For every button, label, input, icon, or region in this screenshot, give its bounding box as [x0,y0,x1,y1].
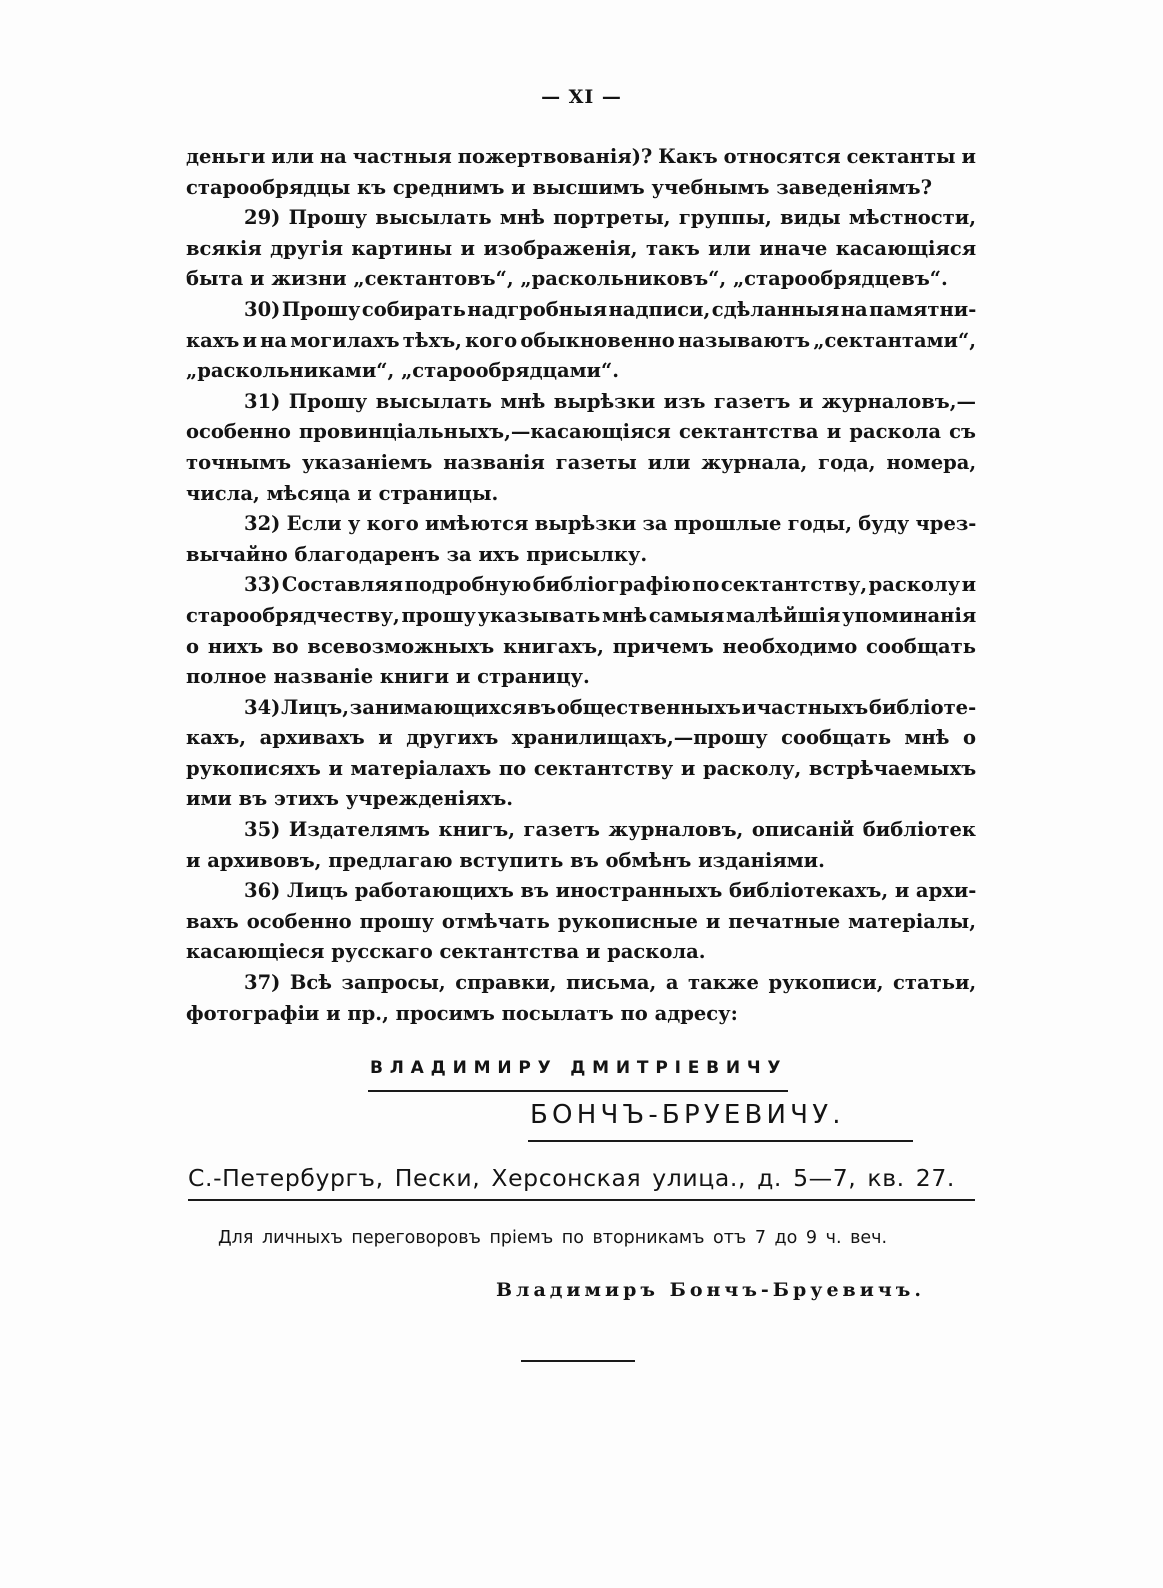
text-line: 32) Если у кого имѣются вырѣзки за прошлые годы, буду чрез- [244,512,977,536]
text-line: старообрядцы къ среднимъ и высшимъ учебнымъ заведеніямъ? [186,175,933,199]
text-line: 29) Прошу высылать мнѣ портреты, группы, виды мѣстности, [244,206,976,230]
divider [528,1140,913,1142]
text-line: точнымъ указаніемъ названія газеты или журнала, года, номера, [186,450,977,474]
text-line: 36) Лицъ работающихъ въ иностранныхъ библіотекахъ, и архи- [244,879,977,903]
text-line: особенно провинціальныхъ,—касающіяся сектантства и раскола съ [186,420,977,444]
postal-address: С.-Петербургъ, Пески, Херсонская улица., д. 5—7, кв. 27. [188,1164,955,1192]
recipient-first-name: ВЛАДИМИРУ ДМИТРІЕВИЧУ [370,1058,788,1078]
text-line: 34) Лицъ, занимающихся въ общественныхъ и частныхъ библіоте- [244,695,977,719]
text-line: 31) Прошу высылать мнѣ вырѣзки изъ газетъ и журналовъ,— [244,389,976,413]
divider [368,1090,788,1092]
text-line: старообрядчеству, прошу указывать мнѣ самыя малѣйшія упоминанія [186,603,977,627]
text-line: рукописяхъ и матеріалахъ по сектантству и расколу, встрѣчаемыхъ [186,756,977,780]
text-line: быта и жизни „сектантовъ“, „раскольниковъ“, „старообрядцевъ“. [186,267,948,291]
end-divider [521,1360,635,1362]
text-line: 30) Прошу собирать надгробныя надписи, сдѣланныя на памятни- [244,297,977,321]
text-line: о нихъ во всевозможныхъ книгахъ, причемъ необходимо сообщать [186,634,976,658]
text-line: касающіеся русскаго сектантства и раскола. [186,940,706,964]
text-line: и архивовъ, предлагаю вступить въ обмѣнъ изданіями. [186,848,825,872]
text-line: 33) Составляя подробную библіографію по сектантству, расколу и [244,573,977,597]
text-line: ими въ этихъ учрежденіяхъ. [186,787,514,811]
text-line: фотографіи и пр., просимъ посылатъ по адресу: [186,1001,738,1025]
text-line: 35) Издателямъ книгъ, газетъ журналовъ, описаній библіотек [244,818,976,842]
text-line: „раскольниками“, „старообрядцами“. [186,359,620,383]
recipient-last-name: БОНЧЪ-БРУЕВИЧУ. [530,1100,845,1130]
signature: Владимиръ Бончъ-Бруевичъ. [496,1279,925,1301]
text-line: числа, мѣсяца и страницы. [186,481,499,505]
reception-note: Для личныхъ переговоровъ пріемъ по вторникамъ отъ 7 до 9 ч. веч. [218,1228,888,1248]
text-line: полное названіе книги и страницу. [186,665,590,689]
text-line: вахъ особенно прошу отмѣчать рукописные и печатные матеріалы, [186,909,976,933]
text-line: деньги или на частныя пожертвованія)? Какъ относятся сектанты и [186,145,976,168]
page-number: — XI — [541,86,622,108]
text-line: кахъ и на могилахъ тѣхъ, кого обыкновенно называютъ „сектантами“, [186,328,976,352]
body-text [186,142,976,1029]
text-line: вычайно благодаренъ за ихъ присылку. [186,542,648,566]
text-line: всякія другія картины и изображенія, такъ или иначе касающіяся [186,236,977,260]
text-line: 37) Всѣ запросы, справки, письма, а также рукописи, статьи, [244,971,977,995]
text-line: кахъ, архивахъ и другихъ хранилищахъ,—прошу сообщать мнѣ о [186,726,976,750]
divider [188,1199,975,1201]
